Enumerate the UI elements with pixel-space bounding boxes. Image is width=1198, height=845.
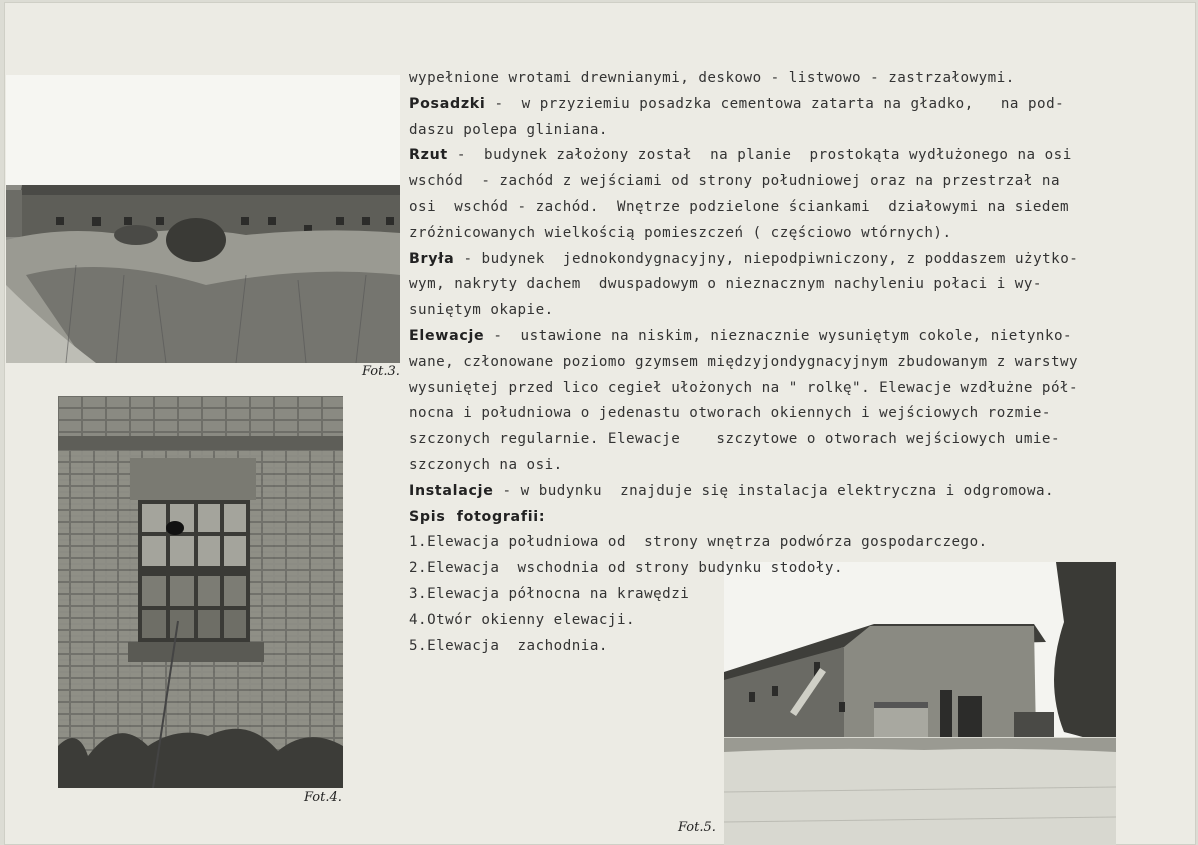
text-line [409, 143, 1179, 169]
line-text: 4.Otwór okienny elewacji. [409, 611, 636, 628]
text-line [409, 453, 1179, 479]
description-text [409, 66, 1179, 659]
text-line [409, 324, 1179, 350]
text-line [409, 634, 1179, 660]
text-line [409, 401, 1179, 427]
line-text: nocna i południowa o jedenastu otworach okiennych i wejściowych rozmie- [409, 405, 1051, 422]
text-line [409, 505, 1179, 531]
text-line [409, 92, 1179, 118]
line-text: - w przyziemiu posadzka cementowa zatarta na gładko, na pod- [485, 95, 1065, 112]
section-heading: Bryła [409, 250, 455, 267]
photo-fot4 [58, 396, 343, 788]
section-heading: Elewacje [409, 327, 485, 344]
line-text: - w budynku znajduje się instalacja elektryczna i odgromowa. [493, 482, 1055, 499]
text-line [409, 272, 1179, 298]
line-text: osi wschód - zachód. Wnętrze podzielone ściankami działowymi na siedem [409, 198, 1070, 215]
text-line [409, 530, 1179, 556]
section-heading: Posadzki [409, 95, 486, 112]
line-text: suniętym okapie. [409, 302, 554, 319]
text-line [409, 376, 1179, 402]
section-heading: Instalacje [409, 482, 494, 499]
text-line [409, 608, 1179, 634]
photo-fot3 [6, 75, 400, 363]
text-line [409, 195, 1179, 221]
text-line [409, 298, 1179, 324]
line-text: wane, członowane poziomo gzymsem międzyjondygnacyjnym zbudowanym z warstwy [409, 353, 1079, 370]
line-text: 5.Elewacja zachodnia. [409, 637, 608, 654]
text-line [409, 556, 1179, 582]
document-page [4, 2, 1196, 845]
section-heading: Spis fotografii: [409, 508, 546, 525]
text-line [409, 118, 1179, 144]
section-heading: Rzut [409, 147, 448, 164]
text-line [409, 479, 1179, 505]
line-text: szczonych regularnie. Elewacje szczytowe o otworach wejściowych umie- [409, 431, 1060, 448]
line-text: 2.Elewacja wschodnia od strony budynku stodoły. [409, 560, 843, 577]
text-line [409, 350, 1179, 376]
caption-fot3: Fot.3. [362, 364, 400, 379]
text-line [409, 582, 1179, 608]
line-text: wypełnione wrotami drewnianymi, deskowo - listwowo - zastrzałowymi. [409, 70, 1015, 86]
line-text: zróżnicowanych wielkością pomieszczeń ( częściowo wtórnych). [409, 224, 952, 241]
text-line [409, 221, 1179, 247]
line-text: wysuniętej przed lico cegieł ułożonych na " rolkę". Elewacje wzdłużne pół- [409, 379, 1079, 396]
text-line [409, 66, 1179, 92]
line-text: - budynek założony został na planie prostokąta wydłużonego na osi [447, 147, 1072, 164]
photo-fot4-image [58, 396, 343, 788]
text-line [409, 247, 1179, 273]
line-text: wym, nakryty dachem dwuspadowym o nieznacznym nachyleniu połaci i wy- [409, 276, 1042, 293]
caption-fot4: Fot.4. [304, 790, 342, 805]
text-line [409, 427, 1179, 453]
line-text: wschód - zachód z wejściami od strony południowej oraz na przestrzał na [409, 173, 1060, 190]
caption-fot5: Fot.5. [678, 820, 716, 835]
line-text: 3.Elewacja północna na krawędzi [409, 585, 690, 602]
line-text: szczonych na osi. [409, 456, 563, 473]
line-text: - budynek jednokondygnacyjny, niepodpiwniczony, z poddaszem użytko- [454, 250, 1079, 267]
line-text: - ustawione na niskim, nieznacznie wysuniętym cokole, nietynko- [484, 327, 1073, 344]
text-line [409, 169, 1179, 195]
line-text: 1.Elewacja południowa od strony wnętrza podwórza gospodarczego. [409, 534, 988, 551]
photo-fot3-image [6, 75, 400, 363]
line-text: daszu polepa gliniana. [409, 121, 608, 138]
